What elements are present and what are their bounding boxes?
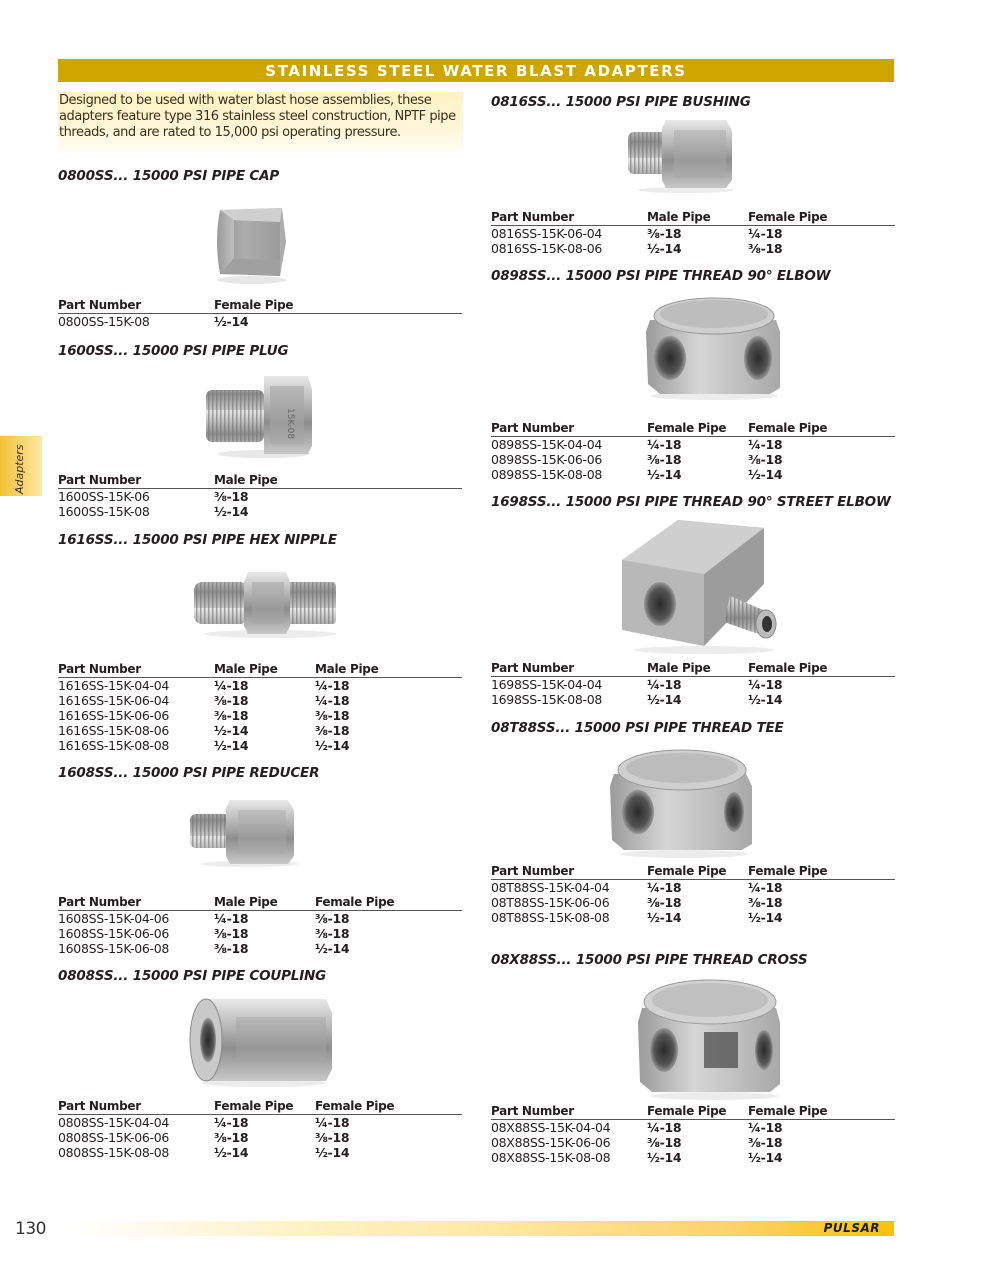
- elbow-image: [636, 292, 786, 406]
- page-title-bar: [58, 59, 894, 82]
- table-row: [491, 910, 895, 925]
- section-0808ss: [58, 968, 326, 984]
- thread-size: ¼-18: [315, 692, 350, 708]
- table-row: [58, 1114, 462, 1130]
- column-header: Male Pipe: [647, 210, 748, 225]
- thread-size: ½-14: [748, 909, 783, 925]
- part-number: 08X88SS-15K-04-04: [491, 1119, 611, 1135]
- thread-size: ½-14: [647, 909, 682, 925]
- thread-size: ¼-18: [315, 1114, 350, 1130]
- column-header: Part Number: [491, 421, 647, 436]
- intro-text: Designed to be used with water blast hose assemblies, these adapters feature type 316 stainless steel construction, NPTF pipe threads, and are rated to 15,000 psi operating pressure.: [58, 92, 463, 152]
- table-row: [58, 910, 462, 926]
- section-1616ss: [58, 532, 337, 548]
- column-header: Part Number: [491, 1104, 647, 1119]
- column-header: Part Number: [58, 662, 214, 677]
- part-number: 1616SS-15K-06-04: [58, 692, 170, 708]
- thread-size: ½-14: [748, 691, 783, 707]
- thread-size: ⅜-18: [315, 707, 350, 723]
- spec-table-1600ss: [58, 473, 462, 519]
- table-row: [58, 738, 462, 753]
- table-row: [491, 241, 895, 256]
- table-row: [58, 1130, 462, 1145]
- column-header: Female Pipe: [214, 298, 462, 313]
- page-title: STAINLESS STEEL WATER BLAST ADAPTERS: [265, 61, 687, 80]
- column-header: Female Pipe: [647, 1104, 748, 1119]
- table-row: [58, 941, 462, 956]
- section-title: 1600SS... 15000 PSI PIPE PLUG: [58, 343, 289, 359]
- table-header-row: [491, 421, 895, 436]
- column-header: Female Pipe: [647, 421, 748, 436]
- street-elbow-image: [618, 514, 786, 660]
- pipe-cap-image: [210, 196, 290, 290]
- column-header: Female Pipe: [748, 864, 895, 879]
- thread-size: ¼-18: [214, 910, 249, 926]
- spec-table-1608ss: [58, 895, 462, 956]
- part-number: 0898SS-15K-06-06: [491, 451, 603, 467]
- thread-size: ½-14: [315, 737, 350, 753]
- part-number: 1600SS-15K-08: [58, 503, 150, 519]
- thread-size: ⅜-18: [214, 940, 249, 956]
- thread-size: ⅜-18: [214, 1129, 249, 1145]
- thread-size: ¼-18: [214, 1114, 249, 1130]
- thread-size: ¼-18: [315, 677, 350, 693]
- thread-size: ⅜-18: [315, 1129, 350, 1145]
- column-header: Female Pipe: [315, 1099, 462, 1114]
- cross-image: [634, 976, 784, 1106]
- thread-size: ⅜-18: [315, 910, 350, 926]
- table-row: [58, 677, 462, 693]
- side-tab-adapters[interactable]: [0, 436, 42, 496]
- thread-size: ⅜-18: [647, 1134, 682, 1150]
- thread-size: ¼-18: [748, 676, 783, 692]
- section-1698ss: [491, 494, 891, 510]
- table-row: [491, 225, 895, 241]
- part-number: 1616SS-15K-04-04: [58, 677, 170, 693]
- table-row: [491, 1135, 895, 1150]
- thread-size: ½-14: [315, 940, 350, 956]
- thread-size: ¼-18: [748, 879, 783, 895]
- section-1608ss: [58, 765, 319, 781]
- pulsar-logo: PULSAR: [823, 1221, 880, 1235]
- thread-size: ¼-18: [647, 676, 682, 692]
- section-08x88ss: [491, 952, 807, 968]
- column-header: Male Pipe: [315, 662, 462, 677]
- thread-size: ⅜-18: [214, 707, 249, 723]
- table-row: [491, 1119, 895, 1135]
- thread-size: ½-14: [647, 691, 682, 707]
- spec-table-0898ss: [491, 421, 895, 482]
- spec-table-1616ss: [58, 662, 462, 753]
- section-0816ss: [491, 94, 751, 110]
- table-header-row: [58, 473, 462, 488]
- part-number: 08T88SS-15K-08-08: [491, 909, 610, 925]
- thread-size: ¼-18: [748, 225, 783, 241]
- table-header-row: [491, 1104, 895, 1119]
- part-number: 1616SS-15K-06-06: [58, 707, 170, 723]
- side-tab-label: Adapters: [13, 444, 26, 494]
- part-number: 08X88SS-15K-08-08: [491, 1149, 611, 1165]
- table-row: [491, 436, 895, 452]
- table-row: [58, 723, 462, 738]
- thread-size: ½-14: [748, 466, 783, 482]
- table-row: [491, 1150, 895, 1165]
- column-header: Part Number: [491, 210, 647, 225]
- column-header: Female Pipe: [748, 421, 895, 436]
- thread-size: ⅜-18: [315, 722, 350, 738]
- thread-size: ¼-18: [748, 1119, 783, 1135]
- spec-table-08t88ss: [491, 864, 895, 925]
- section-title: 08X88SS... 15000 PSI PIPE THREAD CROSS: [491, 952, 808, 968]
- thread-size: ⅜-18: [647, 451, 682, 467]
- pipe-reducer-image: [188, 796, 298, 872]
- column-header: Female Pipe: [748, 210, 895, 225]
- section-title: 1608SS... 15000 PSI PIPE REDUCER: [58, 765, 320, 781]
- part-number: 0898SS-15K-08-08: [491, 466, 603, 482]
- part-number: 1698SS-15K-08-08: [491, 691, 603, 707]
- table-header-row: [58, 895, 462, 910]
- thread-size: ½-14: [647, 466, 682, 482]
- section-title: 08T88SS... 15000 PSI PIPE THREAD TEE: [491, 720, 784, 736]
- spec-table-08x88ss: [491, 1104, 895, 1165]
- thread-size: ¼-18: [214, 677, 249, 693]
- part-number: 1608SS-15K-06-06: [58, 925, 170, 941]
- thread-size: ¼-18: [647, 436, 682, 452]
- table-row: [491, 895, 895, 910]
- table-header-row: [58, 1099, 462, 1114]
- part-number: 0898SS-15K-04-04: [491, 436, 603, 452]
- part-number: 08X88SS-15K-06-06: [491, 1134, 611, 1150]
- thread-size: ⅜-18: [748, 451, 783, 467]
- thread-size: ⅜-18: [748, 240, 783, 256]
- column-header: Part Number: [58, 895, 214, 910]
- table-header-row: [491, 210, 895, 225]
- spec-table-0800ss: [58, 298, 462, 329]
- part-number: 1608SS-15K-04-06: [58, 910, 170, 926]
- thread-size: ½-14: [315, 1144, 350, 1160]
- thread-size: ½-14: [748, 1149, 783, 1165]
- column-header: Male Pipe: [214, 662, 315, 677]
- table-row: [58, 926, 462, 941]
- column-header: Female Pipe: [214, 1099, 315, 1114]
- table-row: [58, 708, 462, 723]
- column-header: Female Pipe: [315, 895, 462, 910]
- thread-size: ⅜-18: [748, 894, 783, 910]
- part-number: 08T88SS-15K-04-04: [491, 879, 610, 895]
- pipe-coupling-image: [186, 993, 336, 1093]
- thread-size: ¼-18: [647, 879, 682, 895]
- thread-size: ⅜-18: [748, 1134, 783, 1150]
- thread-size: ½-14: [214, 1144, 249, 1160]
- thread-size: ½-14: [214, 737, 249, 753]
- tee-image: [606, 744, 756, 863]
- section-0898ss: [491, 268, 830, 284]
- section-08t88ss: [491, 720, 784, 736]
- section-title: 1616SS... 15000 PSI PIPE HEX NIPPLE: [58, 532, 337, 548]
- table-row: [58, 488, 462, 504]
- column-header: Part Number: [58, 298, 214, 313]
- footer-bar: [70, 1221, 894, 1236]
- page-number: 130: [15, 1219, 46, 1239]
- svg-text:15K-08: 15K-08: [285, 408, 295, 440]
- thread-size: ½-14: [647, 1149, 682, 1165]
- table-row: [491, 879, 895, 895]
- table-row: [491, 467, 895, 482]
- column-header: Male Pipe: [214, 895, 315, 910]
- spec-table-0808ss: [58, 1099, 462, 1160]
- column-header: Part Number: [58, 1099, 214, 1114]
- part-number: 1616SS-15K-08-06: [58, 722, 170, 738]
- table-row: [491, 676, 895, 692]
- thread-size: ¼-18: [647, 1119, 682, 1135]
- column-header: Female Pipe: [748, 661, 895, 676]
- thread-size: ⅜-18: [214, 925, 249, 941]
- column-header: Part Number: [491, 661, 647, 676]
- part-number: 0808SS-15K-04-04: [58, 1114, 170, 1130]
- part-number: 0816SS-15K-06-04: [491, 225, 603, 241]
- thread-size: ⅜-18: [647, 894, 682, 910]
- thread-size: ½-14: [214, 313, 249, 329]
- part-number: 1608SS-15K-06-08: [58, 940, 170, 956]
- section-0800ss: [58, 168, 279, 184]
- table-row: [58, 1145, 462, 1160]
- table-header-row: [58, 662, 462, 677]
- table-row: [491, 452, 895, 467]
- spec-table-0816ss: [491, 210, 895, 256]
- table-row: [58, 504, 462, 519]
- thread-size: ⅜-18: [647, 225, 682, 241]
- section-title: 0808SS... 15000 PSI PIPE COUPLING: [58, 968, 327, 984]
- column-header: Part Number: [491, 864, 647, 879]
- table-header-row: [491, 661, 895, 676]
- part-number: 08T88SS-15K-06-06: [491, 894, 610, 910]
- part-number: 1600SS-15K-06: [58, 488, 150, 504]
- table-row: [58, 313, 462, 329]
- part-number: 0808SS-15K-08-08: [58, 1144, 170, 1160]
- column-header: Male Pipe: [647, 661, 748, 676]
- column-header: Female Pipe: [748, 1104, 895, 1119]
- part-number: 0808SS-15K-06-06: [58, 1129, 170, 1145]
- table-row: [491, 692, 895, 707]
- thread-size: ½-14: [647, 240, 682, 256]
- section-title: 0800SS... 15000 PSI PIPE CAP: [58, 168, 280, 184]
- section-1600ss: [58, 343, 288, 359]
- table-header-row: [58, 298, 462, 313]
- part-number: 0800SS-15K-08: [58, 313, 150, 329]
- hex-nipple-image: [192, 568, 342, 644]
- thread-size: ⅜-18: [214, 488, 249, 504]
- part-number: 0816SS-15K-08-06: [491, 240, 603, 256]
- part-number: 1698SS-15K-04-04: [491, 676, 603, 692]
- pipe-bushing-image: [626, 118, 736, 198]
- table-row: [58, 693, 462, 708]
- column-header: Male Pipe: [214, 473, 462, 488]
- table-header-row: [491, 864, 895, 879]
- pipe-plug-image: [204, 370, 316, 464]
- thread-size: ¼-18: [748, 436, 783, 452]
- section-title: 1698SS... 15000 PSI PIPE THREAD 90° STREET ELBOW: [491, 494, 891, 510]
- column-header: Part Number: [58, 473, 214, 488]
- thread-size: ⅜-18: [315, 925, 350, 941]
- column-header: Female Pipe: [647, 864, 748, 879]
- thread-size: ⅜-18: [214, 692, 249, 708]
- spec-table-1698ss: [491, 661, 895, 707]
- thread-size: ½-14: [214, 503, 249, 519]
- part-number: 1616SS-15K-08-08: [58, 737, 170, 753]
- thread-size: ½-14: [214, 722, 249, 738]
- section-title: 0816SS... 15000 PSI PIPE BUSHING: [491, 94, 751, 110]
- section-title: 0898SS... 15000 PSI PIPE THREAD 90° ELBOW: [491, 268, 831, 284]
